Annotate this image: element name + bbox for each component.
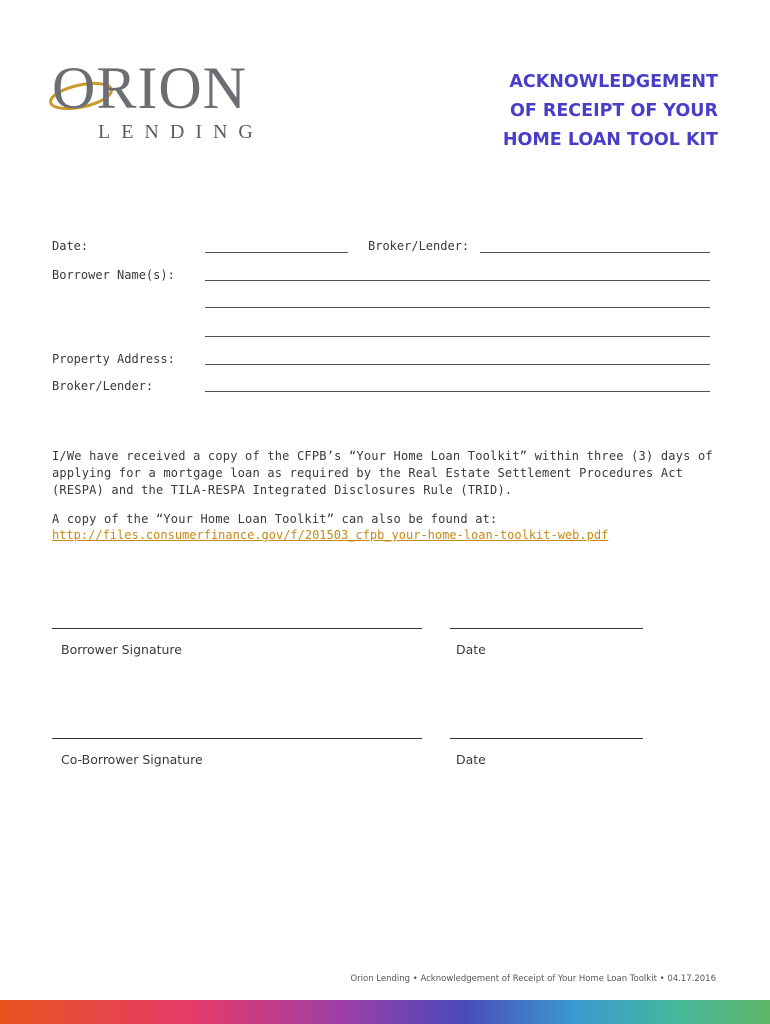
- date-label: Date:: [52, 239, 89, 253]
- broker-lender-label-2: Broker/Lender:: [52, 379, 154, 393]
- broker-lender-field-line[interactable]: [480, 252, 710, 253]
- orion-lending-logo: [52, 55, 292, 148]
- footer-color-bar: [0, 1000, 770, 1024]
- borrower-names-label: Borrower Name(s):: [52, 268, 175, 282]
- borrower-signature-line[interactable]: [52, 628, 422, 629]
- borrower-date-line[interactable]: [450, 628, 643, 629]
- property-address-field-line[interactable]: [205, 364, 710, 365]
- document-title: [448, 68, 718, 155]
- coborrower-date-label: Date: [456, 752, 486, 767]
- toolkit-link[interactable]: http://files.consumerfinance.gov/f/201503_cfpb_your-home-loan-toolkit-web.pdf: [52, 528, 609, 542]
- acknowledgement-paragraph: I/We have received a copy of the CFPB’s “Your Home Loan Toolkit” within three (3) days of applying for a mortgage loan as required by the Real Estate Settlement Procedures Act (RESPA) and the TILA-RESPA Integrated Disclosures Rule (TRID).: [52, 449, 713, 497]
- borrower-name-field-line-1[interactable]: [205, 280, 710, 281]
- logo-subtitle: LENDING: [98, 121, 264, 143]
- borrower-name-field-line-2[interactable]: [205, 307, 710, 308]
- footer-text: Orion Lending • Acknowledgement of Receipt of Your Home Loan Toolkit • 04.17.2016: [350, 974, 716, 984]
- borrower-signature-label: Borrower Signature: [61, 642, 182, 657]
- title-line-1: ACKNOWLEDGEMENT: [509, 72, 718, 92]
- date-field-line[interactable]: [205, 252, 348, 253]
- broker-lender-field-line-2[interactable]: [205, 391, 710, 392]
- title-line-2: OF RECEIPT OF YOUR: [509, 101, 718, 121]
- title-line-3: HOME LOAN TOOL KIT: [502, 130, 718, 150]
- coborrower-date-line[interactable]: [450, 738, 643, 739]
- property-address-label: Property Address:: [52, 352, 175, 366]
- logo-wordmark: ORION: [52, 55, 247, 121]
- broker-lender-label: Broker/Lender:: [368, 239, 470, 253]
- borrower-name-field-line-3[interactable]: [205, 336, 710, 337]
- borrower-date-label: Date: [456, 642, 486, 657]
- toolkit-location-paragraph: A copy of the “Your Home Loan Toolkit” can also be found at:: [52, 512, 498, 526]
- coborrower-signature-line[interactable]: [52, 738, 422, 739]
- coborrower-signature-label: Co-Borrower Signature: [61, 752, 203, 767]
